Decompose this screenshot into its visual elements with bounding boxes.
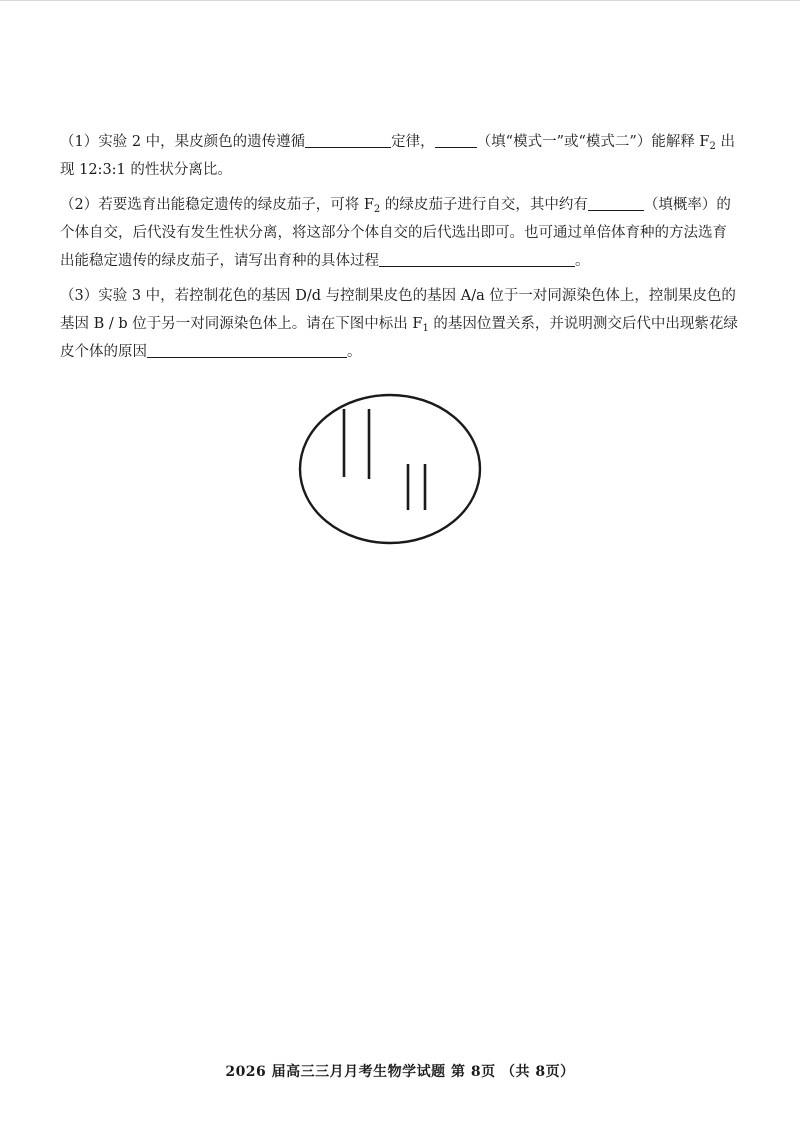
part-3-subscript: 1 <box>422 323 429 334</box>
part-1-text-b: 定律， <box>391 134 435 150</box>
part-2-subscript: 2 <box>373 204 381 215</box>
question-part-2 <box>60 191 731 275</box>
part-1-subscript: 2 <box>709 141 716 152</box>
part-3-text-b: 的基因位置关系，并说明测交后代中出现紫花绿 <box>428 316 738 332</box>
part-1-line-2: 现 12:3:1 的性状分离比。 <box>60 162 232 178</box>
part-3-line-1: （3）实验 3 中，若控制花色的基因 D/d 与控制果皮色的基因 A/a 位于一对同源染色体上，控制果皮色的 <box>60 288 736 304</box>
part-2-text-b: 的绿皮茄子进行自交，其中约有 <box>380 197 588 213</box>
answer-blank-reason[interactable] <box>147 341 347 358</box>
part-2-text-a: （2）若要选育出能稳定遗传的绿皮茄子，可将 F <box>60 197 374 213</box>
part-1-line-1 <box>60 128 735 156</box>
answer-blank-probability[interactable] <box>588 194 644 211</box>
page-top-rule <box>0 0 800 1</box>
part-3-line-3 <box>60 338 720 366</box>
question-part-1 <box>60 128 735 184</box>
part-2-line-2: 个体自交，后代没有发生性状分离，将这部分个体自交的后代选出即可。也可通过单倍体育种的方法选育 <box>60 225 727 241</box>
part-3-text-reason: 皮个体的原因 <box>60 344 147 360</box>
answer-blank-mode[interactable] <box>435 131 477 148</box>
part-3-line-2 <box>60 310 738 338</box>
page-footer: 2026 届高三三月月考生物学试题 第 8页 （共 8页） <box>225 1064 575 1080</box>
part-2-line-1 <box>60 191 731 219</box>
part-1-text-a: （1）实验 2 中，果皮颜色的遗传遵循 <box>60 134 306 150</box>
cell-outline <box>300 395 480 543</box>
part-2-text-end: 。 <box>575 253 590 269</box>
part-3-text-a: 基因 B / b 位于另一对同源染色体上。请在下图中标出 F <box>60 316 423 332</box>
answer-blank-breeding-process[interactable] <box>379 250 575 267</box>
part-2-line-3 <box>60 247 720 275</box>
question-content <box>60 128 738 373</box>
answer-blank-law[interactable] <box>305 131 391 148</box>
part-1-text-c: （填“模式一”或“模式二”）能解释 F <box>476 134 710 150</box>
part-1-text-d: 出 <box>715 134 735 150</box>
part-2-text-c: （填概率）的 <box>643 197 731 213</box>
part-2-text-process: 出能稳定遗传的绿皮茄子，请写出育种的具体过程 <box>60 253 379 269</box>
part-3-text-end: 。 <box>347 344 362 360</box>
chromosome-diagram[interactable] <box>298 393 482 545</box>
question-part-3 <box>60 282 738 366</box>
